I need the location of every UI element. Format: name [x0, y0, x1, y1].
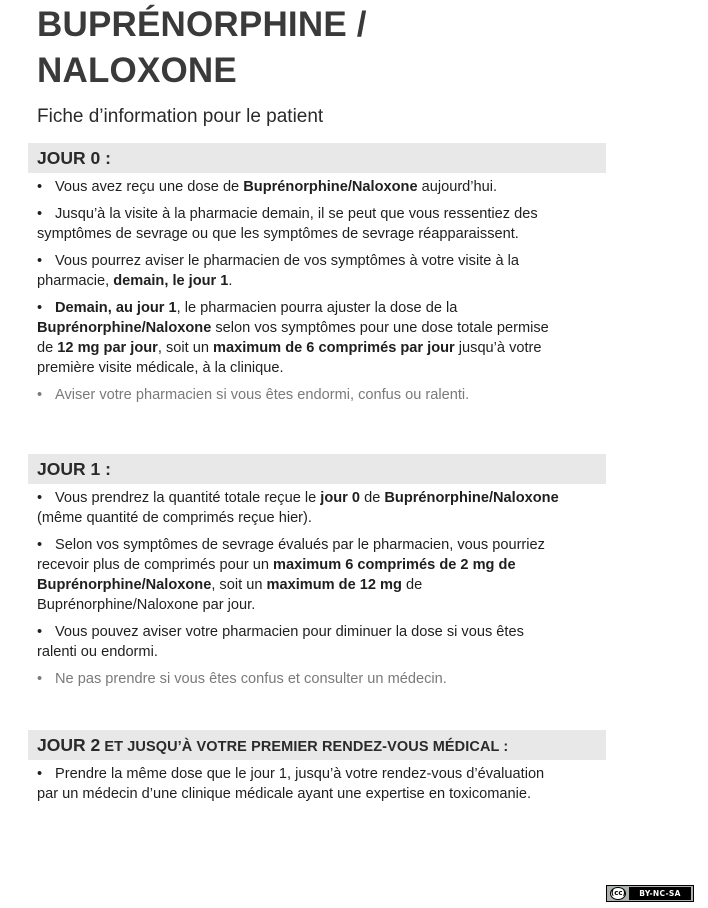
section-day-label: JOUR 1 :	[37, 459, 111, 479]
bullet-item	[37, 204, 567, 244]
bullet-dot: •	[37, 490, 43, 506]
bullet-item	[37, 622, 567, 662]
cc-license-badge	[606, 885, 694, 902]
bullet-list-jour-2	[37, 764, 567, 811]
bullet-dot: •	[37, 671, 43, 687]
bullet-text: aujourd’hui.	[417, 179, 498, 195]
bullet-text: selon vos symptômes pour une dose totale permise de	[37, 320, 549, 356]
bullet-dot: •	[37, 537, 43, 553]
bullet-dot: •	[37, 387, 43, 403]
bullet-text: , soit un	[157, 340, 214, 356]
bullet-text: Vous pouvez aviser votre pharmacien pour diminuer la dose si vous êtes ralenti ou endormi.	[37, 624, 524, 660]
section-title	[37, 733, 508, 759]
section-header-jour-2	[28, 730, 606, 760]
bullet-dot: •	[37, 300, 43, 316]
document-subtitle: Fiche d’information pour le patient	[37, 106, 324, 127]
cc-icon: (cc)	[610, 887, 626, 900]
bullet-list-jour-0	[37, 177, 567, 412]
section-day-label: JOUR 0 :	[37, 148, 111, 168]
bullet-text-bold: maximum de 12 mg	[266, 577, 402, 593]
bullet-list-jour-1	[37, 488, 567, 696]
bullet-text: Prendre la même dose que le jour 1, jusqu’à votre rendez-vous d’évaluation par un médecin d’une clinique médicale ayant une expertise en toxicomanie.	[37, 766, 545, 802]
bullet-text-bold: 12 mg par jour	[57, 340, 158, 356]
bullet-text-bold: maximum de 6 comprimés par jour	[213, 340, 455, 356]
bullet-text: de	[360, 490, 385, 506]
section-title	[37, 146, 111, 172]
bullet-dot: •	[37, 766, 43, 782]
bullet-item	[37, 298, 567, 378]
section-title-rest: ET JUSQU’À VOTRE PREMIER RENDEZ-VOUS MÉDICAL :	[100, 739, 509, 755]
bullet-text: , le pharmacien pourra ajuster la dose de la	[176, 300, 458, 316]
bullet-dot: •	[37, 624, 43, 640]
bullet-text-bold: Demain, au jour 1	[55, 300, 177, 316]
bullet-text: Ne pas prendre si vous êtes confus et consulter un médecin.	[55, 671, 447, 687]
cc-license-text: BY-NC-SA	[629, 887, 691, 900]
bullet-item	[37, 177, 567, 197]
bullet-text: Vous prendrez la quantité totale reçue le	[55, 490, 321, 506]
bullet-text-bold: Buprénorphine/Naloxone	[243, 179, 418, 195]
section-header-jour-0	[28, 143, 606, 173]
bullet-item	[37, 251, 567, 291]
bullet-text-bold: demain, le jour 1	[113, 273, 229, 289]
section-day-label: JOUR 2	[37, 735, 101, 755]
bullet-text: (même quantité de comprimés reçue hier).	[37, 510, 312, 526]
bullet-dot: •	[37, 253, 43, 269]
bullet-text: de Buprénorphine/Naloxone par jour.	[37, 577, 423, 613]
bullet-text: .	[228, 273, 233, 289]
bullet-text: Vous avez reçu une dose de	[55, 179, 244, 195]
bullet-text: , soit un	[211, 577, 267, 593]
bullet-item	[37, 488, 567, 528]
section-title	[37, 457, 111, 483]
bullet-item	[37, 385, 567, 405]
bullet-item	[37, 764, 567, 804]
bullet-text-bold: maximum 6 comprimés de 2 mg de Buprénorphine/Naloxone	[37, 557, 516, 593]
document-title	[37, 2, 597, 94]
bullet-dot: •	[37, 179, 43, 195]
bullet-text: Jusqu’à la visite à la pharmacie demain, il se peut que vous ressentiez des symptômes de sevrage ou que les symptômes de sevrage réapparaissent.	[37, 206, 538, 242]
bullet-text: jusqu’à votre première visite médicale, à la clinique.	[37, 340, 542, 376]
bullet-item	[37, 535, 567, 615]
bullet-text: Selon vos symptômes de sevrage évalués par le pharmacien, vous pourriez recevoir plus de comprimés pour un	[37, 537, 545, 573]
bullet-text-bold: Buprénorphine/Naloxone	[384, 490, 559, 506]
bullet-text-bold: Buprénorphine/Naloxone	[37, 320, 212, 336]
title-line-2: NALOXONE	[37, 51, 237, 90]
bullet-text: Vous pourrez aviser le pharmacien de vos symptômes à votre visite à la pharmacie,	[37, 253, 519, 289]
bullet-dot: •	[37, 206, 43, 222]
section-header-jour-1	[28, 454, 606, 484]
bullet-item	[37, 669, 567, 689]
bullet-text-bold: jour 0	[320, 490, 361, 506]
bullet-text: Aviser votre pharmacien si vous êtes endormi, confus ou ralenti.	[55, 387, 470, 403]
title-line-1: BUPRÉNORPHINE /	[37, 5, 367, 44]
